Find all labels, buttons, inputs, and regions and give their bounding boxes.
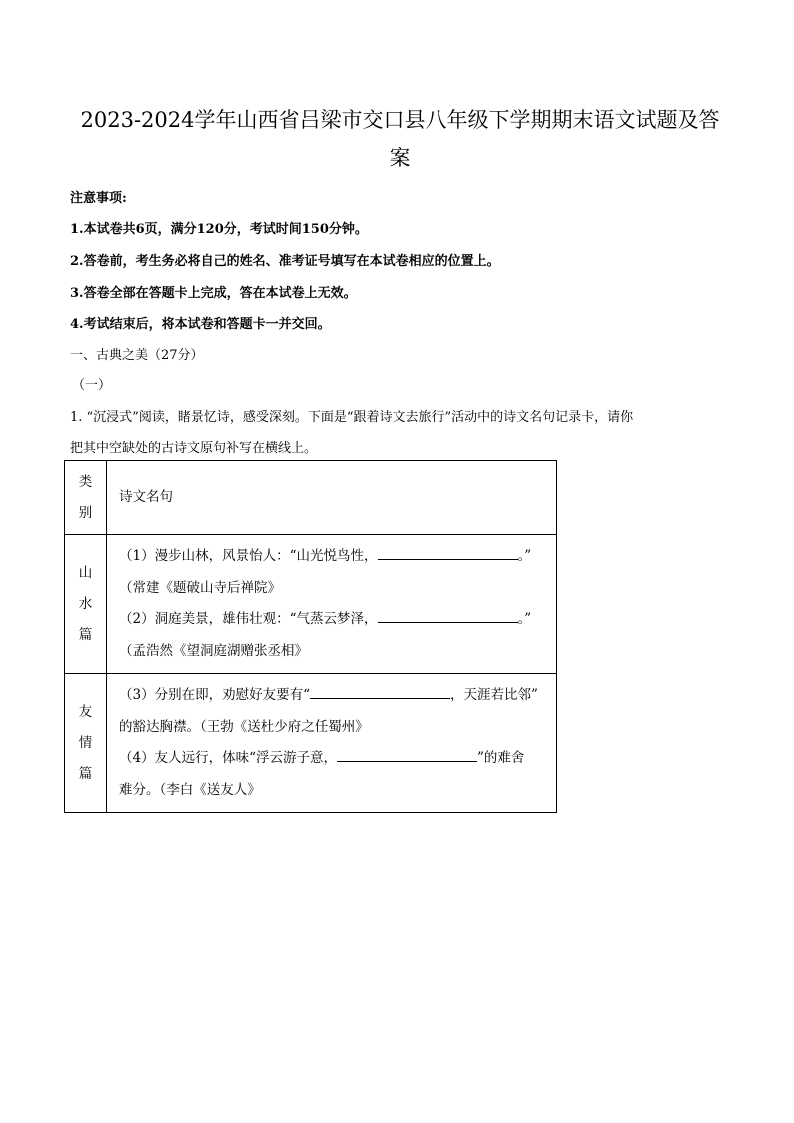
question-item	[119, 680, 556, 712]
answer-blank[interactable]	[337, 747, 477, 762]
item-text: ，天涯若比邻”	[450, 687, 538, 703]
cat-char: 篇	[78, 626, 93, 643]
cat-char: 水	[78, 595, 93, 612]
cat-char: 别	[78, 504, 93, 521]
answer-blank[interactable]	[310, 684, 450, 699]
item-text: ”的难舍	[477, 750, 525, 766]
cat-char: 情	[78, 734, 93, 751]
section-heading: 一、古典之美（27分）	[70, 348, 204, 363]
item-text: 。”	[517, 548, 532, 564]
category-cell	[65, 535, 107, 674]
item-text: （4）友人远行，体味“浮云游子意，	[119, 750, 337, 766]
cat-char: 篇	[78, 765, 93, 782]
content-cell	[107, 535, 557, 674]
item-text: （3）分别在即，劝慰好友要有“	[119, 687, 310, 703]
item-source: 难分。（李白《送友人》	[119, 781, 261, 798]
question-item	[119, 604, 556, 636]
subsection-heading: （一）	[72, 378, 112, 393]
title-line-1: 2023-2024学年山西省吕梁市交口县八年级下学期期末语文试题及答	[80, 108, 720, 132]
content-cell	[107, 674, 557, 813]
item-source: （孟浩然《望洞庭湖赠张丞相》	[119, 642, 308, 659]
poem-record-table	[64, 460, 557, 813]
item-text: （2）洞庭美景，雄伟壮观：“气蒸云梦泽，	[119, 611, 378, 627]
notice-heading: 注意事项:	[70, 191, 127, 206]
category-header	[65, 461, 107, 535]
question-line: 1. “沉浸式”阅读，睹景忆诗，感受深刻。下面是“跟着诗文去旅行”活动中的诗文名句记录卡，请你	[70, 410, 634, 425]
item-source: （常建《题破山寺后禅院》	[119, 579, 281, 596]
question-item	[119, 743, 556, 775]
table-row	[65, 535, 557, 674]
cat-char: 类	[78, 473, 93, 490]
question-line: 把其中空缺处的古诗文原句补写在横线上。	[70, 441, 318, 456]
cat-char: 友	[78, 703, 93, 720]
item-text: （1）漫步山林，风景怡人：“山光悦鸟性，	[119, 548, 378, 564]
notice-item: 3.答卷全部在答题卡上完成，答在本试卷上无效。	[70, 286, 357, 301]
title-line-2: 案	[389, 146, 411, 170]
category-cell	[65, 674, 107, 813]
answer-blank[interactable]	[378, 545, 518, 560]
question-item	[119, 541, 556, 573]
answer-blank[interactable]	[378, 608, 518, 623]
content-header: 诗文名句	[107, 461, 557, 535]
item-text: 。”	[517, 611, 532, 627]
notice-item: 1.本试卷共6页，满分120分，考试时间150分钟。	[70, 222, 368, 237]
table-header-row	[65, 461, 557, 535]
cat-char: 山	[78, 564, 93, 581]
item-source: 的豁达胸襟。（王勃《送杜少府之任蜀州》	[119, 718, 369, 735]
document-title	[60, 101, 740, 177]
notice-item: 2.答卷前，考生务必将自己的姓名、准考证号填写在本试卷相应的位置上。	[70, 254, 500, 269]
notice-item: 4.考试结束后，将本试卷和答题卡一并交回。	[70, 317, 331, 332]
table-row	[65, 674, 557, 813]
